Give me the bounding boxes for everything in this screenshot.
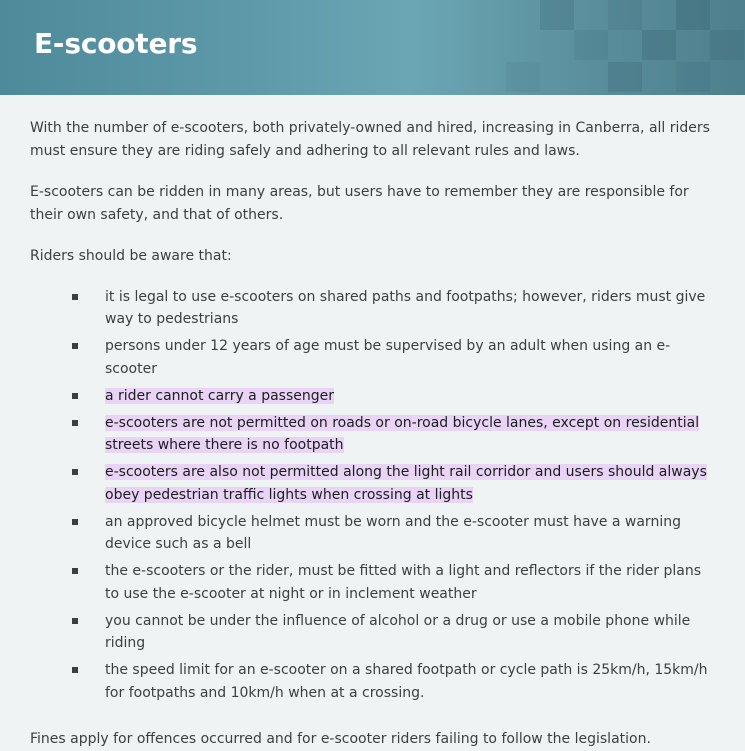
square-bullet-icon xyxy=(72,420,78,426)
rule-list-item xyxy=(105,412,715,457)
rule-text: the speed limit for an e-scooter on a shared footpath or cycle path is 25km/h, 15km/h for footpaths and 10km/h when at a crossing. xyxy=(105,662,708,701)
rules-lead: Riders should be aware that: xyxy=(30,248,232,264)
rule-list-item xyxy=(105,560,715,605)
rule-text: you cannot be under the influence of alcohol or a drug or use a mobile phone while riding xyxy=(105,612,691,651)
banner-decoration xyxy=(676,0,710,30)
square-bullet-icon xyxy=(72,618,78,624)
rule-list-item xyxy=(105,385,715,408)
banner-decoration xyxy=(608,0,642,30)
rules-list xyxy=(30,286,715,705)
banner-decoration xyxy=(574,30,608,60)
page-title: E-scooters xyxy=(34,27,198,60)
square-bullet-icon xyxy=(72,568,78,574)
banner-decoration xyxy=(642,30,676,60)
highlighted-rule-text: e-scooters are also not permitted along the light rail corridor and users should always obey pedestrian traffic lights when crossing at lights xyxy=(105,464,707,503)
rule-text: it is legal to use e-scooters on shared paths and footpaths; however, riders must give way to pedestrians xyxy=(105,288,706,327)
square-bullet-icon xyxy=(72,667,78,673)
rule-list-item xyxy=(105,335,715,380)
intro-paragraph: With the number of e-scooters, both privately-owned and hired, increasing in Canberra, all riders must ensure they are riding safely and adhering to all relevant rules and laws. xyxy=(30,120,710,159)
page-banner xyxy=(0,0,745,95)
rule-text: the e-scooters or the rider, must be fitted with a light and reflectors if the rider plans to use the e-scooter at night or in inclement weather xyxy=(105,563,702,602)
banner-decoration xyxy=(608,62,642,92)
square-bullet-icon xyxy=(72,294,78,300)
rule-list-item xyxy=(105,286,715,331)
banner-decoration xyxy=(676,62,710,92)
rule-list-item xyxy=(105,511,715,556)
banner-decoration xyxy=(710,30,744,60)
rule-text: an approved bicycle helmet must be worn and the e-scooter must have a warning device such as a bell xyxy=(105,513,681,552)
fines-paragraph: Fines apply for offences occurred and for e-scooter riders failing to follow the legislation. xyxy=(30,731,651,747)
banner-decoration xyxy=(506,62,540,92)
square-bullet-icon xyxy=(72,343,78,349)
highlighted-rule-text: a rider cannot carry a passenger xyxy=(105,387,335,404)
highlighted-rule-text: e-scooters are not permitted on roads or on-road bicycle lanes, except on residential streets where there is no footpath xyxy=(105,414,700,453)
intro-paragraph: E-scooters can be ridden in many areas, but users have to remember they are responsible for their own safety, and that of others. xyxy=(30,184,689,223)
rule-list-item xyxy=(105,659,715,704)
rule-list-item xyxy=(105,461,715,506)
square-bullet-icon xyxy=(72,393,78,399)
article-body xyxy=(0,95,745,751)
rule-text: persons under 12 years of age must be supervised by an adult when using an e-scooter xyxy=(105,338,671,377)
rule-list-item xyxy=(105,610,715,655)
banner-decoration xyxy=(540,0,574,30)
square-bullet-icon xyxy=(72,469,78,475)
square-bullet-icon xyxy=(72,519,78,525)
